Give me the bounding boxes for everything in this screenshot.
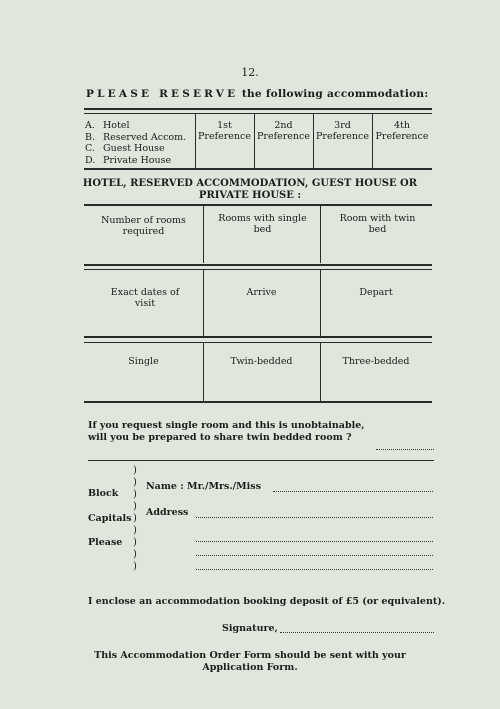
bracket: ) bbox=[133, 513, 137, 524]
address-label: Address bbox=[146, 507, 189, 518]
rooms-required-field[interactable]: Number of rooms required bbox=[101, 215, 186, 237]
preference-3rd[interactable]: 3rd Preference bbox=[316, 120, 369, 142]
dates-bottom-rule bbox=[84, 336, 432, 338]
bracket: ) bbox=[133, 465, 137, 476]
dates-divider bbox=[320, 270, 321, 336]
single-field[interactable]: Single bbox=[128, 356, 159, 367]
table-top-rule-thin bbox=[84, 113, 432, 114]
heading-rest: the following accommodation: bbox=[241, 88, 429, 100]
rooms-top-rule bbox=[84, 204, 432, 206]
form-heading bbox=[86, 88, 429, 100]
address-field-line-1[interactable] bbox=[196, 517, 433, 518]
block-label: Block bbox=[88, 488, 119, 499]
rooms-single-bed-field[interactable]: Rooms with single bed bbox=[218, 213, 307, 235]
share-answer-field[interactable] bbox=[376, 449, 434, 450]
list-item: A. Hotel bbox=[85, 120, 130, 131]
footer-note: This Accommodation Order Form should be sent with your Application Form. bbox=[94, 650, 406, 673]
please-label: Please bbox=[88, 537, 123, 548]
rooms-bottom-rule bbox=[84, 264, 432, 266]
name-label: Name : Mr./Mrs./Miss bbox=[146, 481, 261, 492]
dates-bottom-rule-thin bbox=[84, 342, 432, 343]
bed-divider bbox=[320, 343, 321, 401]
bracket: ) bbox=[133, 561, 137, 572]
address-field-line-3[interactable] bbox=[196, 555, 433, 556]
twin-bedded-field[interactable]: Twin-bedded bbox=[230, 356, 293, 367]
bracket: ) bbox=[133, 537, 137, 548]
table-top-rule bbox=[84, 108, 432, 110]
list-item: B. Reserved Accom. bbox=[85, 131, 187, 143]
question-rule bbox=[88, 460, 434, 461]
signature-field[interactable] bbox=[280, 632, 434, 633]
room-twin-bed-field[interactable]: Room with twin bed bbox=[339, 213, 416, 235]
table-bottom-rule bbox=[84, 168, 432, 170]
bracket: ) bbox=[133, 525, 137, 536]
rooms-bottom-rule-thin bbox=[84, 269, 432, 270]
rooms-divider bbox=[203, 205, 204, 263]
section-title: HOTEL, RESERVED ACCOMMODATION, GUEST HOUSE OR PRIVATE HOUSE : bbox=[82, 178, 418, 201]
accommodation-type-list bbox=[85, 120, 186, 166]
name-field[interactable] bbox=[273, 491, 433, 492]
page-number: 12. bbox=[241, 66, 259, 79]
bed-divider bbox=[203, 343, 204, 401]
three-bedded-field[interactable]: Three-bedded bbox=[342, 356, 410, 367]
preference-4th[interactable]: 4th Preference bbox=[375, 120, 429, 142]
bracket: ) bbox=[133, 477, 137, 488]
deposit-statement: I enclose an accommodation booking deposit of £5 (or equivalent). bbox=[88, 596, 446, 607]
preference-1st[interactable]: 1st Preference bbox=[198, 120, 251, 142]
heading-please-reserve: PLEASE RESERVE bbox=[86, 88, 239, 100]
rooms-divider bbox=[320, 205, 321, 263]
list-item: C. Guest House bbox=[85, 143, 165, 154]
address-field-line-4[interactable] bbox=[196, 569, 433, 570]
bracket: ) bbox=[133, 501, 137, 512]
bracket: ) bbox=[133, 549, 137, 560]
bed-bottom-rule bbox=[84, 401, 432, 403]
depart-field[interactable]: Depart bbox=[359, 287, 393, 298]
list-item: D. Private House bbox=[85, 154, 172, 166]
single-room-question: If you request single room and this is unobtainable, will you be prepared to share twin bedded room ? bbox=[88, 420, 365, 443]
arrive-field[interactable]: Arrive bbox=[246, 287, 277, 298]
exact-dates-label: Exact dates of visit bbox=[110, 287, 180, 309]
preference-2nd[interactable]: 2nd Preference bbox=[257, 120, 310, 142]
bracket: ) bbox=[133, 489, 137, 500]
capitals-label: Capitals bbox=[88, 513, 132, 524]
address-field-line-2[interactable] bbox=[196, 541, 433, 542]
signature-label: Signature, bbox=[222, 623, 278, 634]
dates-divider bbox=[203, 270, 204, 336]
